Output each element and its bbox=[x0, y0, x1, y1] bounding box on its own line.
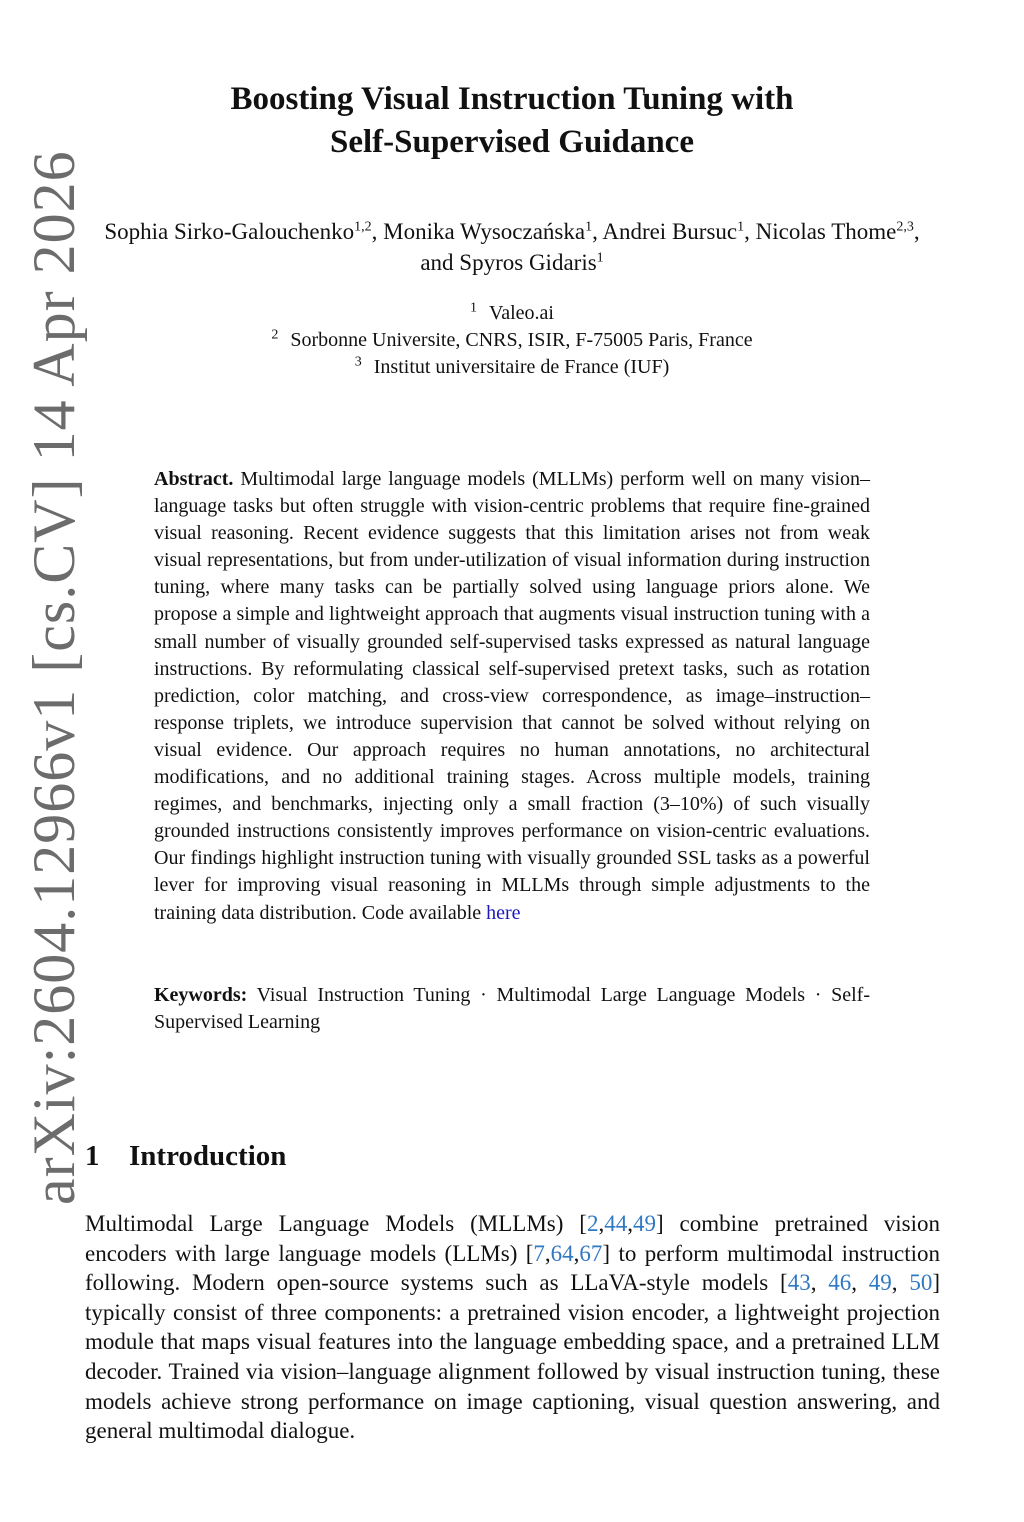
keywords-list: Visual Instruction Tuning · Multimodal Large Language Models · Self-Supervised Learning bbox=[154, 984, 871, 1033]
affiliation-text: Valeo.ai bbox=[489, 302, 554, 324]
citation-link[interactable]: 43 bbox=[787, 1270, 811, 1296]
keywords-label: Keywords: bbox=[154, 984, 248, 1006]
section-title: Introduction bbox=[129, 1140, 287, 1172]
section-heading-introduction bbox=[85, 1137, 286, 1175]
affiliation-line bbox=[0, 354, 1024, 381]
author-name: Andrei Bursuc bbox=[602, 219, 738, 244]
title-line-2: Self-Supervised Guidance bbox=[330, 124, 694, 160]
author-affiliation-mark: 1,2 bbox=[354, 219, 372, 235]
keywords bbox=[154, 982, 870, 1036]
paper-title bbox=[0, 78, 1024, 164]
affiliation-number: 3 bbox=[354, 354, 362, 370]
author-affiliation-mark: 1 bbox=[585, 219, 593, 235]
introduction-paragraph: Multimodal Large Language Models (MLLMs) [2,44,49] combine pretrained vision encoders with large language models (LLMs) [7,64,67] to perform multimodal instruction following. Modern open-source systems such as LLaVA-style models [43, 46, 49, 50] typically consist of three components: a pretrained vision encoder, a lightweight projection module that maps visual features into the language embedding space, and a pretrained LLM decoder. Trained via vision–language alignment followed by visual instruction tuning, these models achieve strong performance on image captioning, visual question answering, and general multimodal dialogue. bbox=[85, 1211, 940, 1444]
citation-link[interactable]: 7 bbox=[533, 1240, 545, 1266]
section-number: 1 bbox=[85, 1140, 100, 1172]
citation-link[interactable]: 46 bbox=[828, 1270, 852, 1296]
affiliation-number: 2 bbox=[271, 327, 279, 343]
citation-link[interactable]: 67 bbox=[579, 1240, 603, 1266]
author-list: Sophia Sirko-Galouchenko$^{1,2}$, Monika Wysoczańska$^1$, Andrei Bursuc$^1$, Nicolas Thome$^{2,3}$, and Spyros Gidaris$^1$ bbox=[104, 219, 920, 275]
citation-link[interactable]: 64 bbox=[550, 1240, 574, 1266]
affiliation-text: Sorbonne Universite, CNRS, ISIR, F-75005 Paris, France bbox=[290, 329, 753, 351]
author-affiliation-mark: 1 bbox=[737, 219, 745, 235]
citation-link[interactable]: 44 bbox=[604, 1211, 628, 1236]
author-name: Spyros Gidaris bbox=[459, 250, 597, 275]
author-name: Nicolas Thome bbox=[755, 219, 897, 244]
affiliation-line bbox=[0, 300, 1024, 327]
citation-link[interactable]: 49 bbox=[632, 1211, 656, 1236]
author-affiliation-mark: 2,3 bbox=[896, 219, 914, 235]
code-link[interactable]: here bbox=[486, 901, 521, 924]
affiliation-text: Institut universitaire de France (IUF) bbox=[373, 356, 670, 378]
citation-link[interactable]: 2 bbox=[586, 1211, 599, 1236]
author-name: Sophia Sirko-Galouchenko bbox=[104, 219, 355, 244]
author-name: Monika Wysoczańska bbox=[383, 219, 586, 244]
arxiv-identifier-stamp: arXiv:2604.12966v1 [cs.CV] 14 Apr 2026 bbox=[21, 150, 87, 1205]
citation-link[interactable]: 49 bbox=[868, 1270, 892, 1296]
affiliation-list bbox=[0, 300, 1024, 381]
keyword: Multimodal Large Language Models bbox=[496, 984, 806, 1006]
keyword: Visual Instruction Tuning bbox=[256, 984, 471, 1006]
abstract-body: Multimodal large language models (MLLMs) perform well on many vision–language tasks but often struggle with vision-centric problems that require fine-grained visual reasoning. Recent evidence suggests that this limitation arises not from weak visual representations, but from under-utilization of visual information during instruction tuning, where many tasks can be partially solved using language priors alone. We propose a simple and lightweight approach that augments visual instruction tuning with a small number of visually grounded self-supervised tasks expressed as natural language instructions. By reformulating classical self-supervised pretext tasks, such as rotation prediction, color matching, and cross-view correspondence, as image–instruction–response triplets, we introduce supervision that cannot be solved without relying on visual evidence. Our approach requires no human annotations, no architectural modifications, and no additional training stages. Across multiple models, training regimes, and benchmarks, injecting only a small fraction (3–10%) of such visually grounded instructions consistently improves performance on vision-centric evaluations. Our findings highlight instruction tuning with visually grounded SSL tasks as a powerful lever for improving visual reasoning in MLLMs through simple adjustments to the training data distribution. Code available bbox=[154, 468, 871, 924]
title-line-1: Boosting Visual Instruction Tuning with bbox=[230, 81, 794, 117]
keyword: Self-Supervised Learning bbox=[154, 984, 871, 1033]
abstract-label: Abstract. bbox=[154, 468, 234, 490]
abstract bbox=[154, 466, 870, 927]
affiliation-line bbox=[0, 327, 1024, 354]
citation-link[interactable]: 50 bbox=[909, 1270, 933, 1296]
affiliation-number: 1 bbox=[470, 300, 477, 316]
author-affiliation-mark: 1 bbox=[596, 250, 604, 266]
